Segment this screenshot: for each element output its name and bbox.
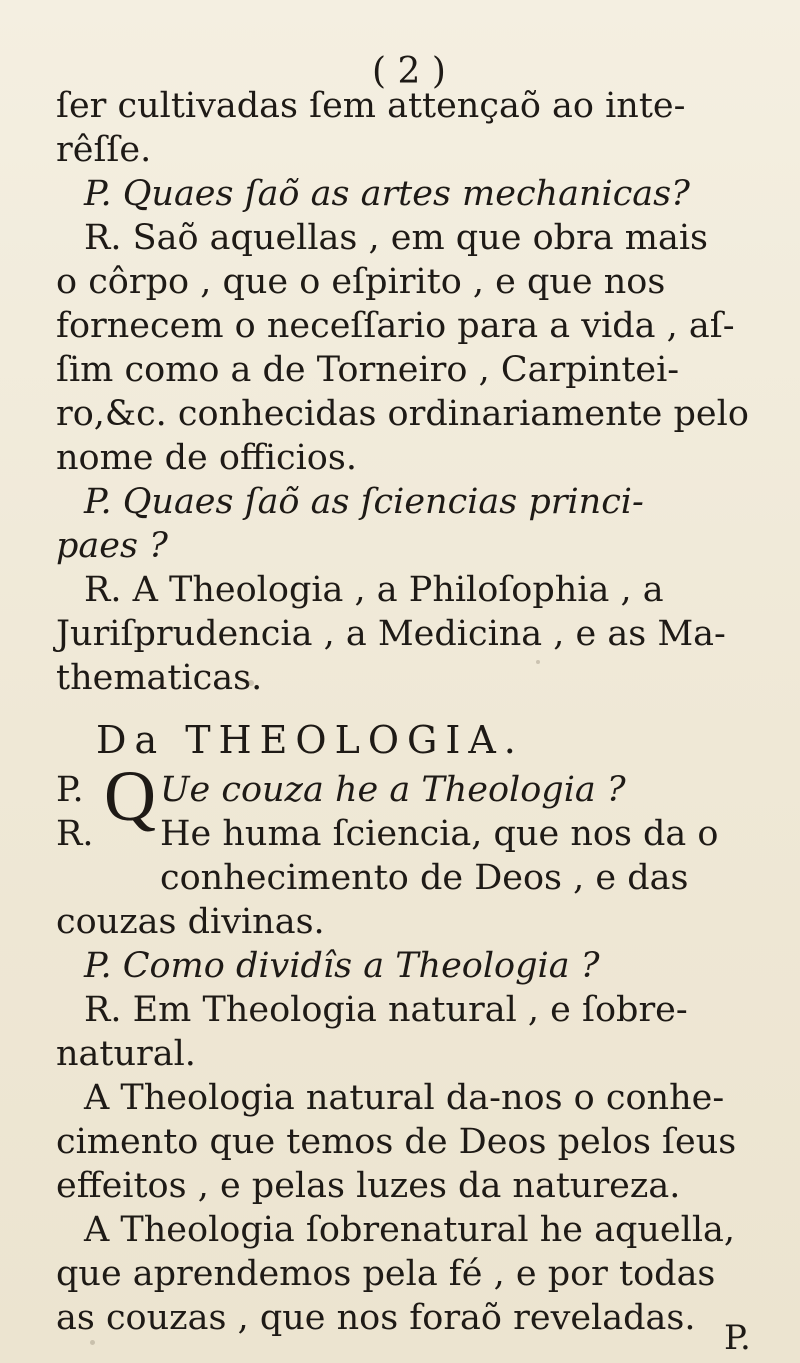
answer-line: R. A Theologia , a Philoſophia , a: [84, 570, 664, 610]
text-line: A Theologia ſobrenatural he aquella,: [84, 1210, 736, 1250]
section-heading: Da THEOLOGIA.: [96, 718, 524, 762]
text-line: ro,&c. conhecidas ordinariamente pelo: [56, 394, 749, 434]
answer-marker: R.: [56, 814, 94, 854]
text-line: natural.: [56, 1034, 196, 1074]
text-line: couzas divinas.: [56, 902, 325, 942]
text-line: as couzas , que nos foraõ reveladas.: [56, 1298, 696, 1338]
text-line: ſim como a de Torneiro , Carpintei-: [56, 350, 680, 390]
text-line: A Theologia natural da-nos o conhe-: [84, 1078, 725, 1118]
catchword: P.: [724, 1318, 751, 1358]
answer-line: He huma ſciencia, que nos da o: [160, 814, 719, 854]
question-line: Ue couza he a Theologia ?: [160, 770, 626, 810]
question-line: P. Como dividîs a Theologia ?: [84, 946, 600, 986]
paper-speck: [536, 660, 540, 664]
question-marker: P.: [56, 770, 84, 810]
text-line: conhecimento de Deos , e das: [160, 858, 689, 898]
question-line: paes ?: [56, 526, 168, 566]
text-line: que aprendemos pela fé , e por todas: [56, 1254, 716, 1294]
text-line: effeitos , e pelas luzes da natureza.: [56, 1166, 681, 1206]
paper-speck: [90, 1340, 95, 1345]
text-line: cimento que temos de Deos pelos ſeus: [56, 1122, 737, 1162]
answer-line: R. Em Theologia natural , e ſobre-: [84, 990, 688, 1030]
answer-line: R. Saõ aquellas , em que obra mais: [84, 218, 708, 258]
text-line: thematicas.: [56, 658, 263, 698]
text-line: rêſſe.: [56, 130, 152, 170]
question-line: P. Quaes ſaõ as artes mechanicas?: [84, 174, 690, 214]
text-line: Juriſprudencia , a Medicina , e as Ma-: [56, 614, 726, 654]
text-line: nome de officios.: [56, 438, 357, 478]
drop-cap: Q: [104, 756, 156, 836]
question-line: P. Quaes ſaõ as ſciencias princi-: [84, 482, 644, 522]
text-line: ſer cultivadas ſem attençaõ ao inte-: [56, 86, 686, 126]
page-number: ( 2 ): [372, 51, 446, 92]
text-line: fornecem o neceſſario para a vida , aſ-: [56, 306, 735, 346]
text-line: o côrpo , que o eſpirito , e que nos: [56, 262, 666, 302]
paper-speck: [248, 680, 254, 686]
